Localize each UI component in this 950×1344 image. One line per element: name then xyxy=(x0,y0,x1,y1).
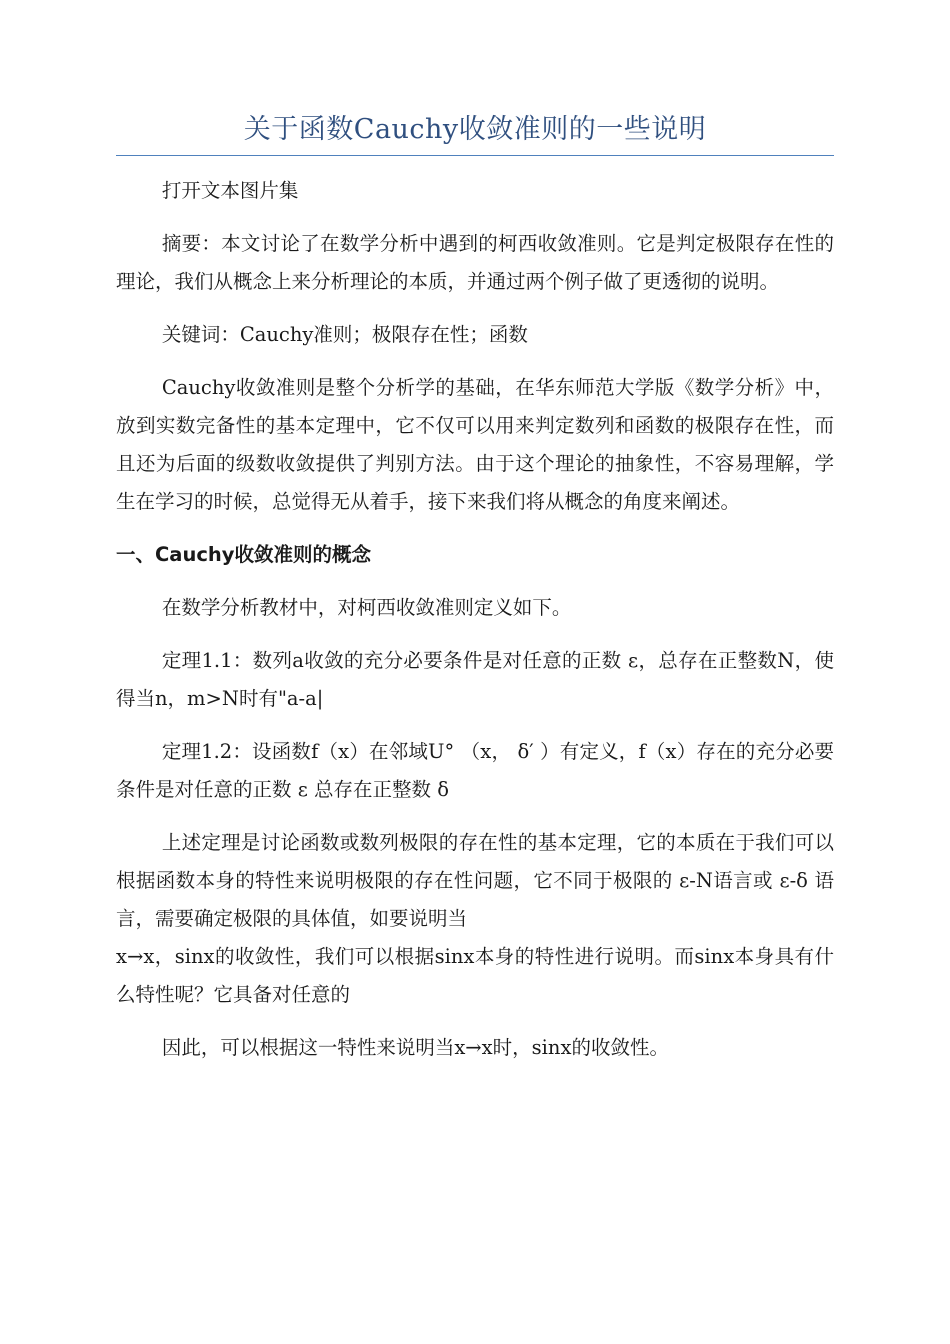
keywords-paragraph: 关键词：Cauchy准则；极限存在性；函数 xyxy=(161,323,528,346)
open-image-collection-link[interactable]: 打开文本图片集 xyxy=(161,179,299,202)
conclusion-paragraph: 因此，可以根据这一特性来说明当x→x时，sinx的收敛性。 xyxy=(161,1036,669,1059)
intro-paragraph: Cauchy收敛准则是整个分析学的基础，在华东师范大学版《数学分析》中，放到实数完备性的基本定理中，它不仅可以用来判定数列和函数的极限存在性，而且还为后面的级数收敛提供了判别方法。由于这个理论的抽象性，不容易理解，学生在学习的时候，总觉得无从着手，接下来我们将从概念的角度来阐述。 xyxy=(116,376,834,513)
document-page xyxy=(116,108,834,1082)
theorem-1-1: 定理1.1：数列a收敛的充分必要条件是对任意的正数 ε，总存在正整数N，使得当n，m>N时有"a-a| xyxy=(116,649,834,710)
document-title: 关于函数Cauchy收敛准则的一些说明 xyxy=(116,108,834,156)
section-intro-paragraph: 在数学分析教材中，对柯西收敛准则定义如下。 xyxy=(161,596,572,619)
essence-paragraph: 上述定理是讨论函数或数列极限的存在性的基本定理，它的本质在于我们可以根据函数本身的特性来说明极限的存在性问题，它不同于极限的 ε-N语言或 ε-δ 语言，需要确定极限的具体值，如要说明当 xyxy=(116,831,834,930)
section-heading: 一、Cauchy收敛准则的概念 xyxy=(116,543,372,566)
essence-paragraph-continued: x→x，sinx的收敛性，我们可以根据sinx本身的特性进行说明。而sinx本身具有什么特性呢？它具备对任意的 xyxy=(116,945,834,1006)
theorem-1-2: 定理1.2：设函数f（x）在邻域U° （x， δ′ ）有定义，f（x）存在的充分必要条件是对任意的正数 ε 总存在正整数 δ xyxy=(116,740,834,801)
abstract-paragraph: 摘要：本文讨论了在数学分析中遇到的柯西收敛准则。它是判定极限存在性的理论，我们从概念上来分析理论的本质，并通过两个例子做了更透彻的说明。 xyxy=(116,232,834,293)
